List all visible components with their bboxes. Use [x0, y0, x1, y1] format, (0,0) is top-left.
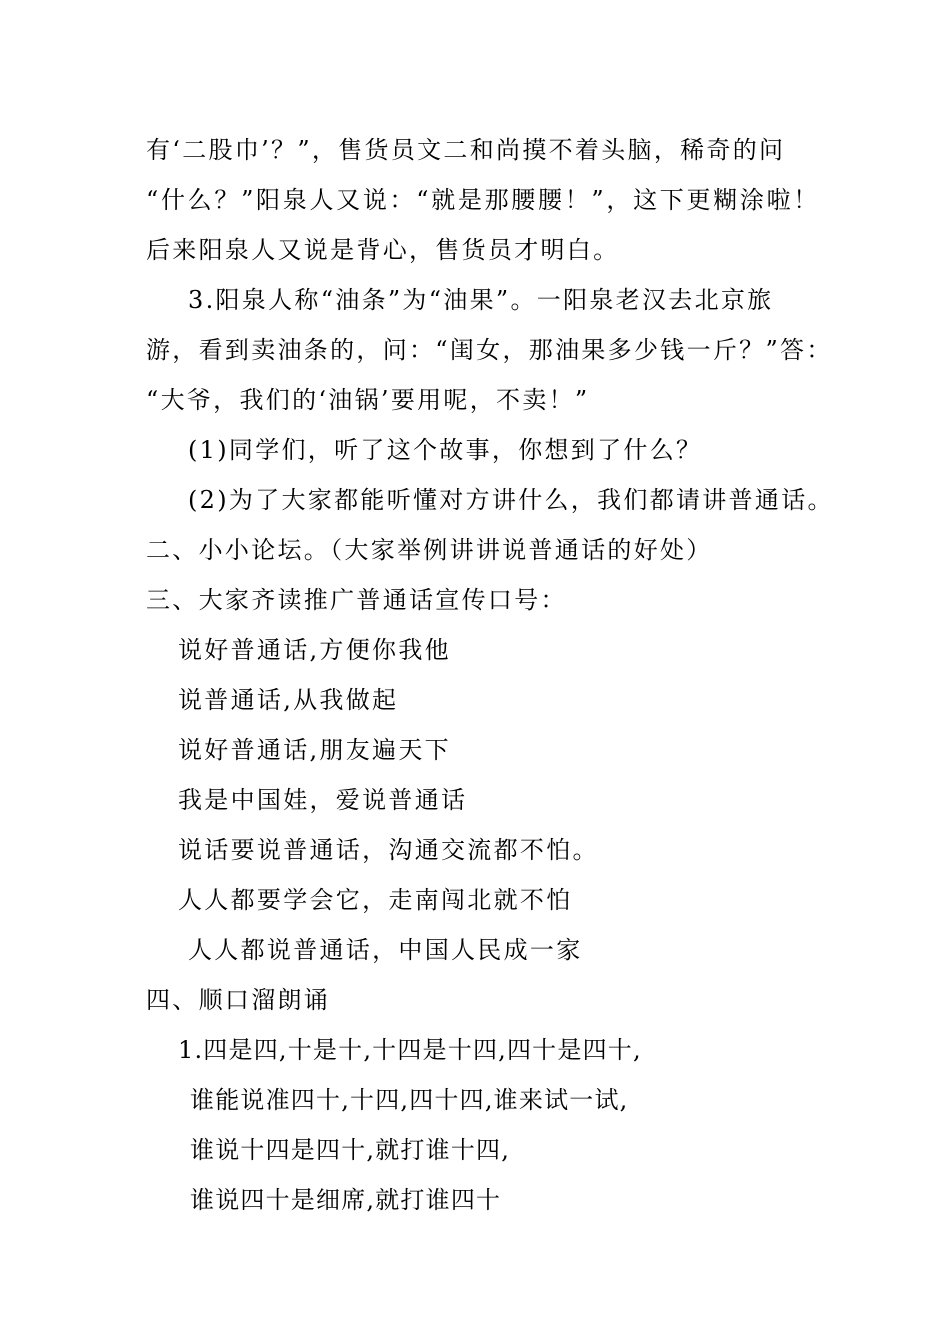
rhyme-line-1: 1.四是四,十是十,十四是十四,四十是四十, [178, 1036, 642, 1064]
text-line-6: “大爷，我们的‘油锅’要用呢，不卖！” [146, 386, 590, 414]
rhyme-line-3: 谁说十四是四十,就打谁十四, [190, 1136, 511, 1164]
slogan-line-2: 说普通话,从我做起 [178, 686, 399, 714]
text-line-1: 有‘二股巾’？”，售货员文二和尚摸不着头脑，稀奇的问 [146, 136, 786, 164]
text-line-3: 后来阳泉人又说是背心，售货员才明白。 [146, 236, 620, 264]
slogan-line-5: 说话要说普通话，沟通交流都不怕。 [178, 836, 599, 864]
text-line-2: “什么？”阳泉人又说：“就是那腰腰！”，这下更糊涂啦！ [146, 186, 820, 214]
text-line-5: 游，看到卖油条的，问：“闺女，那油果多少钱一斤？”答： [146, 336, 833, 364]
slogan-line-6: 人人都要学会它，走南闯北就不怕 [178, 886, 573, 914]
slogan-line-4: 我是中国娃，爱说普通话 [178, 786, 468, 814]
section-heading-forum: 二、小小论坛。（大家举例讲讲说普通话的好处） [146, 536, 713, 564]
section-heading-slogans: 三、大家齐读推广普通话宣传口号： [146, 586, 567, 614]
text-line-8: (2)为了大家都能听懂对方讲什么，我们都请讲普通话。 [188, 486, 834, 514]
text-line-7: (1)同学们，听了这个故事，你想到了什么？ [188, 436, 703, 464]
slogan-line-7: 人人都说普通话，中国人民成一家 [188, 936, 583, 964]
section-heading-rhyme: 四、顺口溜朗诵 [146, 986, 331, 1014]
text-line-4: 3.阳泉人称“油条”为“油果”。一阳泉老汉去北京旅 [188, 286, 774, 314]
rhyme-line-4: 谁说四十是细席,就打谁四十 [190, 1186, 502, 1214]
slogan-line-1: 说好普通话,方便你我他 [178, 636, 451, 664]
rhyme-line-2: 谁能说准四十,十四,四十四,谁来试一试, [190, 1086, 629, 1114]
slogan-line-3: 说好普通话,朋友遍天下 [178, 736, 451, 764]
